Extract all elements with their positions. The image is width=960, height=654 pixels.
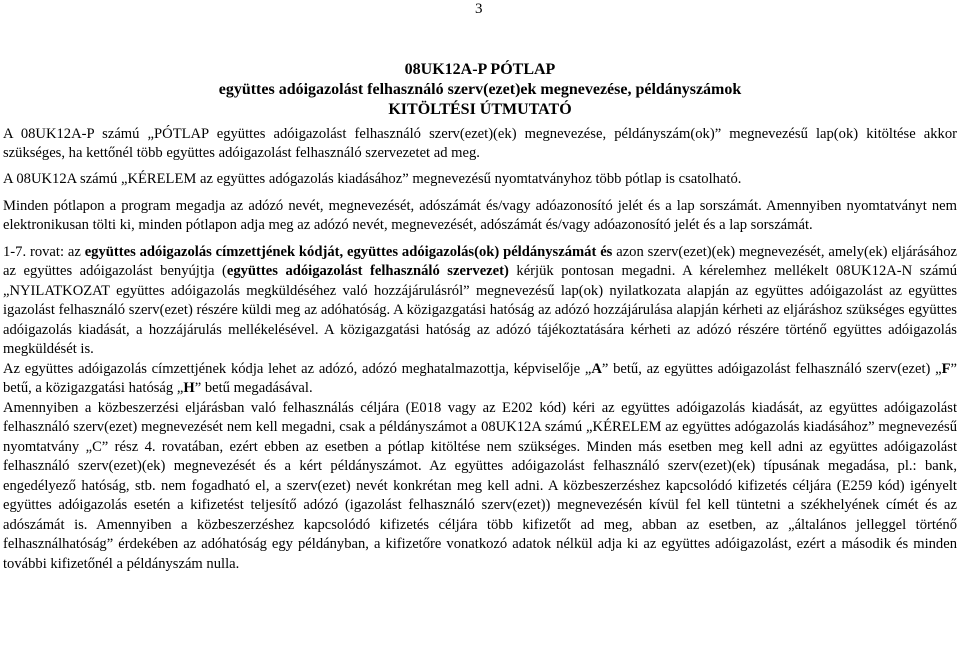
text-run: kérjük pontosan megadni. A kérelemhez mellékelt 08UK12A-N számú „NYILATKOZAT együttes adóigazolás megküldéséhez való hozzájárulásról” megnevezésű lap(ok) nyilatkozata alapján az együttes adóigazolást az együttes igazolást felhasználó szerv(ezet) részére küldi meg az adóhatóság. A közigazgatási hatóság az adózó hozzájárulása alapján kérheti az eljáráshoz szükséges együttes adóigazolás kiadását, a hozzájárulás mellékelésével. A közigazgatási hatóság az adózó tájékoztatására kérheti az adózó részére történő együttes adóigazolás megküldését is.: [3, 263, 958, 357]
code-letter-a: A: [591, 360, 602, 377]
instructions-heading: KITÖLTÉSI ÚTMUTATÓ: [388, 101, 572, 118]
paragraph-public-procurement: Amennyiben a közbeszerzési eljárásban való felhasználás céljára (E018 vagy az E202 kód) kéri az együttes adóigazolás kiadását, az együttes adóigazolást felhasználó szerv(ezet) megnevezését nem kell megadni, csak a példányszámot a 08UK12A számú „KÉRELEM az együttes adógazolás kiadásához” megnevezésű nyomtatvány „C” rész 4. rovatában, ezért ebben az esetben a pótlap kitöltése nem szükséges. Minden más esetben meg kell adni az együttes adóigazolást felhasználó szerv(ezet)(ek) megnevezését és a kért példányszámot. Az együttes adóigazolást felhasználó szerv(ezet)(ek) típusának megadása, pl.: bank, engedélyező hatóság, stb. nem fogadható el, a szerv(ezet) nevét konkrétan meg kell adni. A közbeszerzéshez kapcsolódó kifizetés céljára (E259 kód) igényelt együttes adóigazolás esetén a kifizetést teljesítő adózó (igazolást felhasználó szerv(ezet)) megnevezésén kívül fel kell tüntetni a székhelyének címét és az adószámát is. Amennyiben a közbeszerzéshez kapcsolódó kifizetés céljára több kifizetőt ad meg, abban az esetben, az „általános jelleggel történő felhasználhatóság” érdekében az adóhatóság egy példányban, a kifizetőre vonatkozó adatok nélkül adja ki az együttes adóigazolást, ezért a második és minden további kifizetőnél a példányszám nulla.: [3, 399, 957, 572]
text-run: 1-7. rovat: az: [3, 243, 85, 260]
title-block: [0, 60, 960, 120]
code-letter-f: F: [941, 360, 951, 377]
text-run: ” betű, az együttes adóigazolást felhasználó szerv(ezet) „: [601, 360, 942, 377]
code-letter-h: H: [183, 380, 195, 396]
bold-run: együttes adóigazolást felhasználó szervezet): [226, 263, 509, 279]
form-code-title: 08UK12A-P PÓTLAP: [404, 61, 556, 78]
paragraph-when-needed: A 08UK12A-P számú „PÓTLAP együttes adóigazolást felhasználó szerv(ezet)(ek) megnevezése, példányszám(ok)” megnevezésű lap(ok) kitöltése akkor szükséges, ha kettőnél több együttes adóigazolást felhasználó szervezetet ad meg.: [3, 126, 957, 161]
document-body: [3, 125, 957, 574]
paragraph-recipient-codes: [3, 360, 957, 399]
paragraph-fields-1-7: [3, 243, 957, 360]
text-run: ” betű megadásával.: [194, 380, 313, 396]
text-run: azon szerv(ezet)(ek) megnevezését, amely(ek) eljárásához az együttes adóigazolást benyújtja (: [3, 243, 957, 279]
text-run: Az együttes adóigazolás címzettjének kódja lehet az adózó, adózó meghatalmazottja, képviselője „: [3, 360, 592, 377]
text-run: ” betű, a közigazgatási hatóság „: [3, 360, 957, 396]
paragraph-attachments: A 08UK12A számú „KÉRELEM az együttes adógazolás kiadásához” megnevezésű nyomtatványhoz több pótlap is csatolható.: [3, 171, 742, 187]
page-number: 3: [475, 1, 483, 17]
paragraph-taxpayer-data: Minden pótlapon a program megadja az adózó nevét, megnevezését, adószámát és/vagy adóazonosító jelét és a lap sorszámát. Amennyiben nyomtatványt nem elektronikusan tölti ki, minden pótlapon adja meg az adózó nevét, megnevezését, adószámát és/vagy adóazonosító jelét és a lap sorszámát.: [3, 197, 957, 233]
bold-run: együttes adóigazolás címzettjének kódját, együttes adóigazolás(ok) példányszámát és: [84, 243, 613, 260]
form-subject-title: együttes adóigazolást felhasználó szerv(ezet)ek megnevezése, példányszámok: [218, 81, 742, 98]
